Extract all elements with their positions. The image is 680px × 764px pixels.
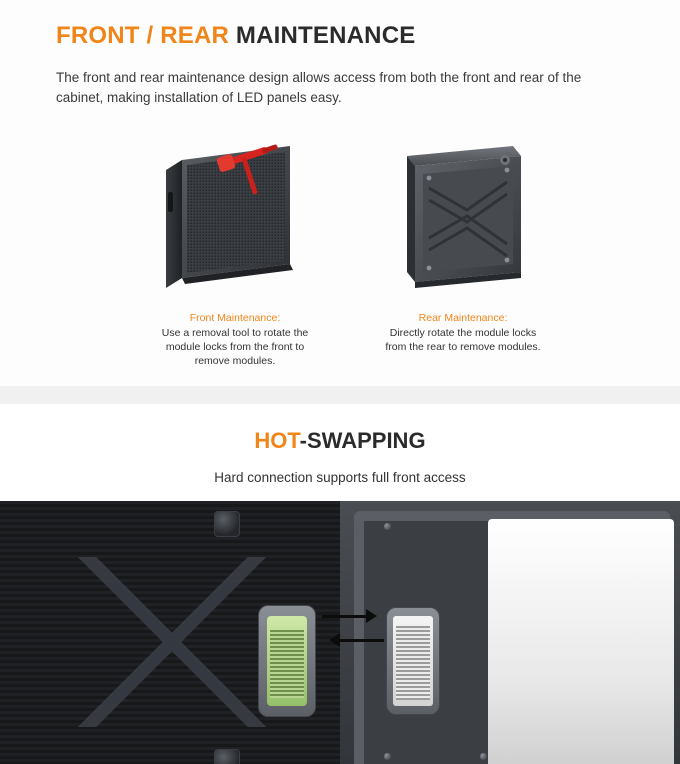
- section-one-intro-text: The front and rear maintenance design allows access from both the front and rear of the cabinet, making installation of LED panels easy.: [56, 70, 582, 105]
- section-one-title-accent: FRONT / REAR: [56, 22, 230, 49]
- arrow-left-shaft: [340, 639, 384, 642]
- section-two-title: [0, 428, 680, 454]
- led-cabinet-front-icon: [160, 132, 310, 300]
- white-connector-housing: [386, 607, 440, 715]
- section-one-title-rest: MAINTENANCE: [229, 22, 416, 49]
- section-two-title-accent: HOT: [254, 428, 300, 453]
- maintenance-panels: [56, 132, 624, 368]
- green-connector-pins: [270, 630, 304, 698]
- bolt-top: [214, 511, 240, 537]
- section-two-subtitle: Hard connection supports full front access: [214, 470, 466, 485]
- screw-bottom-left: [384, 753, 391, 760]
- chevron-pattern-inner: [52, 583, 292, 703]
- arrow-left-head: [329, 633, 340, 647]
- rear-maintenance-image: [378, 132, 548, 300]
- left-cabinet-module: [0, 501, 340, 764]
- front-maintenance-image: [150, 132, 320, 300]
- section-divider: [0, 386, 680, 404]
- section-two-title-rest: -SWAPPING: [299, 428, 426, 453]
- white-connector-contact: [393, 616, 433, 706]
- rear-maintenance-caption-title: Rear Maintenance:: [418, 312, 508, 324]
- front-maintenance-caption-title: Front Maintenance:: [189, 312, 281, 324]
- hot-swapping-photo: [0, 501, 680, 764]
- green-connector-contact: [267, 616, 307, 706]
- front-maintenance-panel: [150, 132, 320, 368]
- right-cabinet-frame: [340, 501, 680, 764]
- front-maintenance-caption-body: Use a removal tool to rotate the module locks from the front to remove modules.: [161, 327, 309, 367]
- screw-top-left: [384, 523, 391, 530]
- green-connector-housing: [258, 605, 316, 717]
- arrow-right-head: [366, 609, 377, 623]
- white-diffuser-panel: [488, 519, 674, 764]
- section-one-title: [56, 22, 624, 50]
- hot-swapping-section: [0, 404, 680, 764]
- rear-maintenance-panel: [378, 132, 548, 368]
- rear-maintenance-caption-body: Directly rotate the module locks from the rear to remove modules.: [385, 327, 541, 353]
- screw-bottom-mid: [480, 753, 487, 760]
- led-cabinet-rear-icon: [393, 132, 533, 300]
- white-connector-pins: [396, 626, 430, 700]
- arrow-right-shaft: [322, 615, 366, 618]
- bolt-bottom: [214, 749, 240, 764]
